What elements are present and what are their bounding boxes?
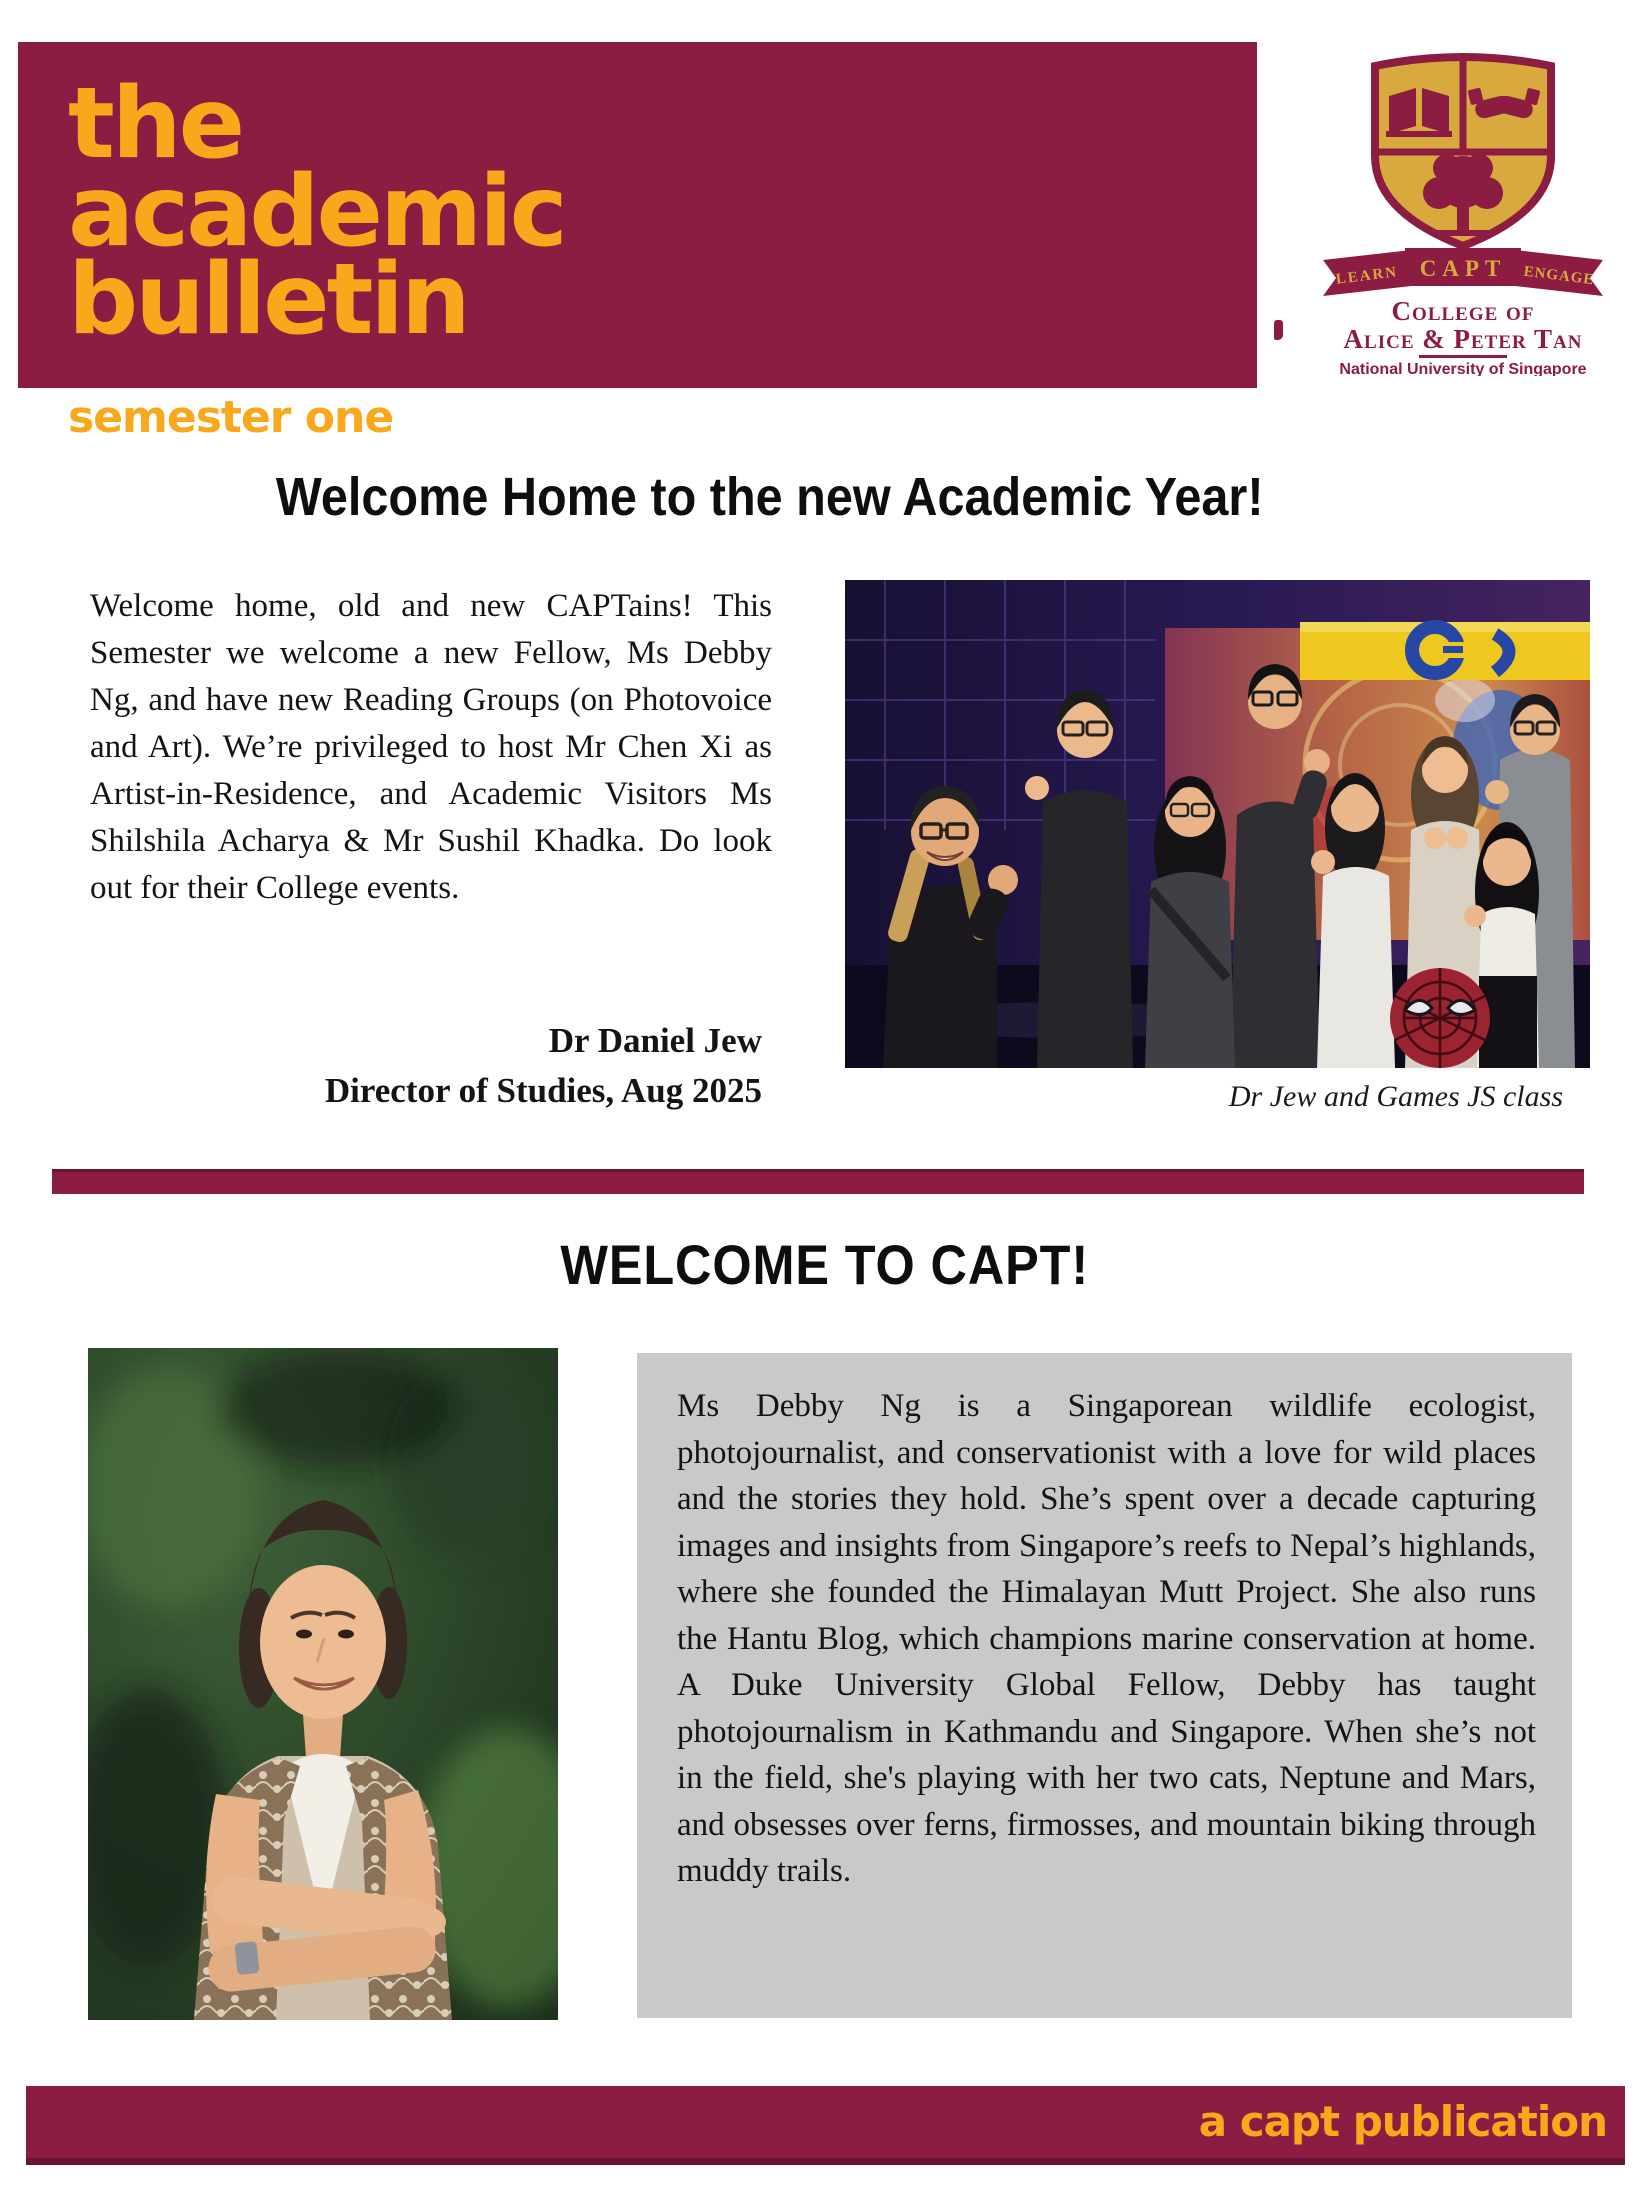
signature-name: Dr Daniel Jew bbox=[548, 1021, 762, 1060]
group-photo bbox=[845, 580, 1590, 1068]
crest-graphic bbox=[1283, 44, 1643, 376]
section-divider bbox=[52, 1169, 1584, 1194]
title-line-3: bulletin bbox=[68, 243, 468, 357]
college-name-text: Alice & Peter Tan bbox=[1343, 324, 1583, 354]
ribbon-learn-label: LEARN bbox=[1335, 264, 1399, 288]
welcome-headline: Welcome Home to the new Academic Year! bbox=[276, 467, 1264, 527]
portrait-illustration bbox=[88, 1348, 558, 2020]
title-line-2: academic bbox=[68, 155, 565, 269]
bio-box bbox=[637, 1353, 1572, 2018]
footer-bar bbox=[26, 2086, 1625, 2165]
stray-print-mark bbox=[1274, 320, 1283, 340]
title-line-1: the bbox=[68, 67, 243, 181]
signature-block bbox=[90, 1016, 762, 1116]
semester-label: semester one bbox=[68, 392, 394, 443]
yellow-banner bbox=[1300, 622, 1590, 680]
ribbon-capt-label: CAPT bbox=[1419, 256, 1507, 281]
crest-divider-line bbox=[1419, 355, 1507, 358]
portrait-photo bbox=[88, 1348, 558, 2020]
welcome-to-capt-headline: WELCOME TO CAPT! bbox=[560, 1233, 1090, 1296]
ribbon-banner bbox=[1323, 248, 1603, 296]
group-photo-illustration bbox=[845, 580, 1590, 1068]
capt-headline-row bbox=[0, 1232, 1650, 1297]
college-of-text: College of bbox=[1391, 296, 1535, 326]
wrist-watch bbox=[234, 1941, 259, 1975]
university-name-text: National University of Singapore bbox=[1339, 361, 1587, 376]
bulletin-title bbox=[68, 67, 565, 357]
signature-role: Director of Studies, Aug 2025 bbox=[324, 1071, 762, 1110]
masthead bbox=[18, 42, 1257, 388]
bio-paragraph: Ms Debby Ng is a Singaporean wildlife ecologist, photojournalist, and conservationist with a love for wild places and the stories they hold. She’s spent over a decade capturing images and insights from Singapore’s reefs to Nepal’s highlands, where she founded the Himalayan Mutt Project. She also runs the Hantu Blog, which champions marine conservation at home. A Duke University Global Fellow, Debby has taught photojournalism in Kathmandu and Singapore. When she’s not in the field, she's playing with her two cats, Neptune and Mars, and obsesses over ferns, firmosses, and mountain biking through muddy trails. bbox=[677, 1388, 1536, 1889]
footer-text: a capt publication bbox=[1198, 2097, 1607, 2146]
group-photo-caption: Dr Jew and Games JS class bbox=[1228, 1080, 1563, 1113]
intro-paragraph: Welcome home, old and new CAPTains! This Semester we welcome a new Fellow, Ms Debby Ng, and have new Reading Groups (on Photovoice and Art). We’re privileged to host Mr Chen Xi as Artist-in-Residence, and Academic Visitors Ms Shilshila Acharya & Mr Sushil Khadka. Do look out for their College events. bbox=[90, 588, 772, 906]
spiderman-figure bbox=[1390, 968, 1490, 1068]
ribbon-engage-label: ENGAGE bbox=[1522, 263, 1596, 289]
capt-crest-logo bbox=[1283, 44, 1643, 374]
welcome-headline-row bbox=[0, 466, 1540, 528]
